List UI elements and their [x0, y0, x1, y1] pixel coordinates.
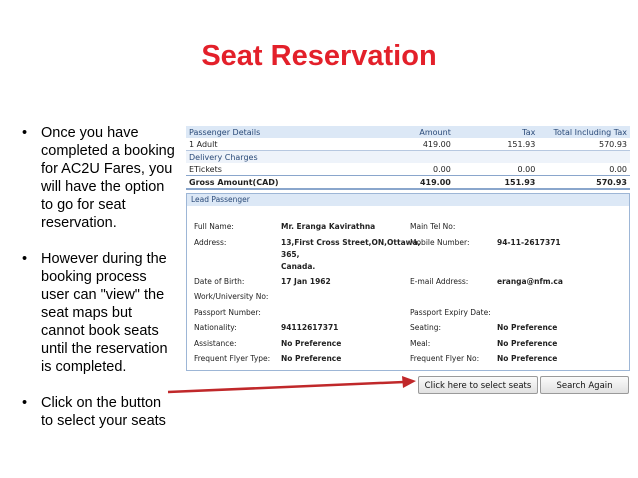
table-cell: 1 Adult: [189, 139, 218, 149]
select-seats-button[interactable]: Click here to select seats: [418, 376, 538, 394]
assistance-value: No Preference: [281, 339, 342, 348]
address-value: 365,: [281, 250, 300, 259]
column-header: Total Including Tax: [538, 126, 630, 138]
table-cell: 570.93: [538, 176, 630, 190]
table-cell: 151.93: [507, 139, 536, 149]
field-label: Frequent Flyer No:: [410, 354, 480, 363]
meal-value: No Preference: [497, 339, 558, 348]
bullet-item: • However during the booking process user can "view" the seat maps but cannot book seats until the reservation is completed.: [18, 250, 176, 376]
table-cell: ETickets: [189, 164, 222, 174]
ff-no-value: No Preference: [497, 354, 558, 363]
section-label: Delivery Charges: [186, 151, 630, 164]
full-name-value: Mr. Eranga Kavirathna: [281, 222, 376, 231]
table-cell: 0.00: [609, 164, 627, 174]
table-cell: 419.00: [422, 139, 451, 149]
panel-heading: Lead Passenger: [187, 194, 629, 206]
search-again-button[interactable]: Search Again: [540, 376, 629, 394]
bullet-item: • Once you have completed a booking for AC2U Fares, you will have the option to go for seat reservation.: [18, 124, 176, 232]
email-value: eranga@nfm.ca: [497, 277, 563, 286]
field-label: Nationality:: [194, 323, 237, 332]
field-label: Main Tel No:: [410, 222, 456, 231]
table-cell: 419.00: [369, 176, 454, 190]
seating-value: No Preference: [497, 323, 558, 332]
table-cell: 151.93: [454, 176, 539, 190]
column-header: Amount: [369, 126, 454, 138]
table-cell: 0.00: [517, 164, 536, 174]
table-cell: Gross Amount(CAD): [186, 176, 369, 190]
mobile-value: 94-11-2617371: [497, 238, 561, 247]
dob-value: 17 Jan 1962: [281, 277, 331, 286]
field-label: Work/University No:: [194, 292, 269, 301]
field-label: Frequent Flyer Type:: [194, 354, 271, 363]
address-value: 13,First Cross Street,ON,Ottawa,: [281, 238, 421, 247]
field-label: E-mail Address:: [410, 277, 469, 286]
ff-type-value: No Preference: [281, 354, 342, 363]
nationality-value: 94112617371: [281, 323, 339, 332]
field-label: Mobile Number:: [410, 238, 470, 247]
field-label: Passport Expiry Date:: [410, 308, 491, 317]
field-label: Address:: [194, 238, 227, 247]
field-label: Date of Birth:: [194, 277, 245, 286]
table-cell: 570.93: [599, 139, 627, 149]
column-header: Tax: [454, 126, 539, 138]
field-label: Assistance:: [194, 339, 237, 348]
field-label: Passport Number:: [194, 308, 261, 317]
field-label: Full Name:: [194, 222, 234, 231]
bullet-item: • Click on the button to select your seats: [18, 394, 176, 430]
page-title: Seat Reservation: [201, 40, 437, 72]
address-value: Canada.: [281, 262, 316, 271]
table-cell: 0.00: [433, 164, 451, 174]
column-header: Passenger Details: [186, 126, 369, 138]
field-label: Seating:: [410, 323, 442, 332]
field-label: Meal:: [410, 339, 431, 348]
